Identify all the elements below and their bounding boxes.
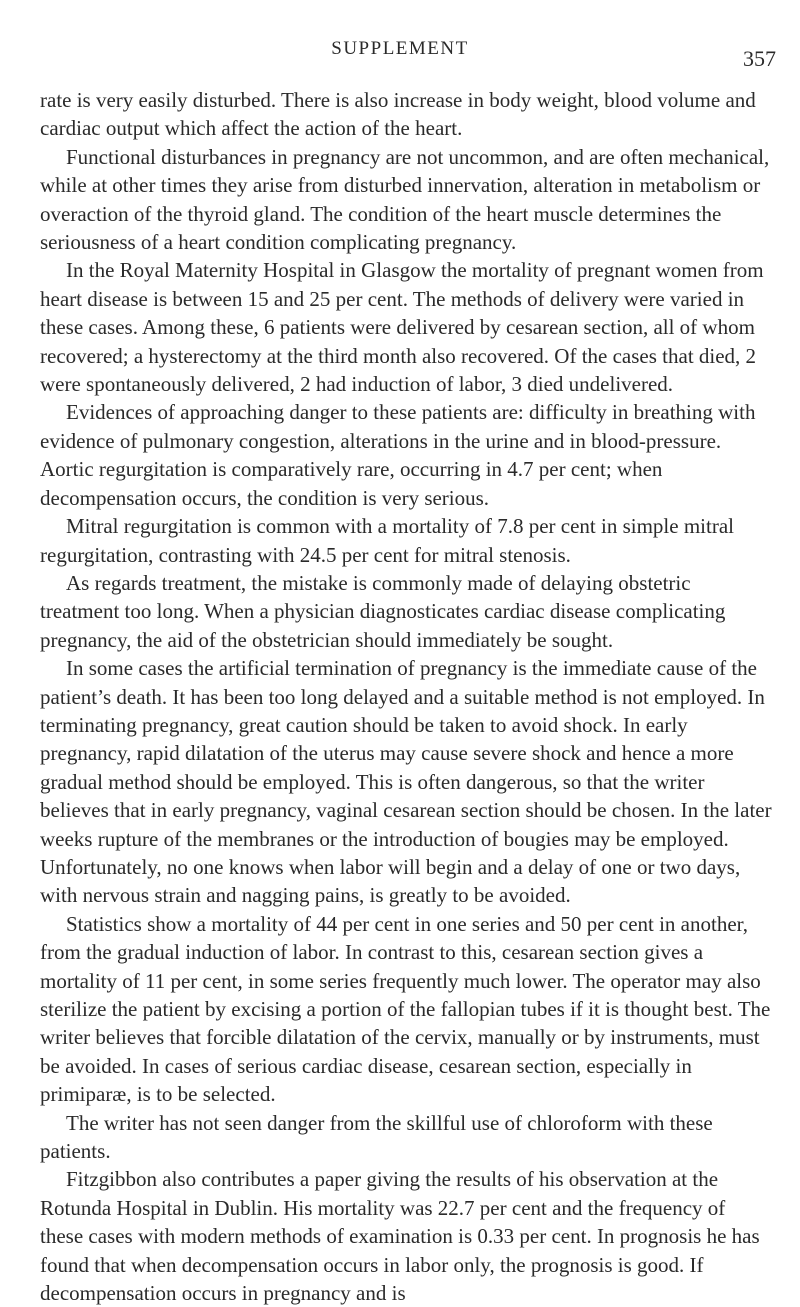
paragraph: As regards treatment, the mistake is commonly made of delaying obstetric treatment too long. When a physician diagnosticates cardiac disease complicating pregnancy, the aid of the obstetrician should immediately be sought. xyxy=(40,570,726,652)
paragraph: rate is very easily disturbed. There is also increase in body weight, blood volume and cardiac output which affect the action of the heart. xyxy=(40,88,756,141)
paragraph: In some cases the artificial termination of pregnancy is the immediate cause of the patient’s death. It has been too long delayed and a suitable method is not employed. In terminating pregnancy, great caution should be taken to avoid shock. In early pregnancy, rapid dilatation of the uterus may cause severe shock and hence a more gradual method should be employed. This is often dangerous, so that the writer believes that in early pregnancy, vaginal cesarean section should be chosen. In the later weeks rupture of the membranes or the introduction of bougies may be employed. Unfortunately, no one knows when labor will begin and a delay of one or two days, with nervous strain and nagging pains, is greatly to be avoided. xyxy=(40,656,772,908)
paragraph: Evidences of approaching danger to these patients are: difficulty in breathing with evidence of pulmonary congestion, alterations in the urine and in blood-pressure. Aortic regurgitation is comparatively rare, occurring in 4.7 per cent; when decompensation occurs, the condition is very serious. xyxy=(40,400,756,510)
paragraph: Statistics show a mortality of 44 per cent in one series and 50 per cent in another, from the gradual induction of labor. In contrast to this, cesarean section gives a mortality of 11 per cent, in some series frequently much lower. The operator may also sterilize the patient by excising a portion of the fallopian tubes if it is thought best. The writer believes that forcible dilatation of the cervix, manually or by instruments, must be avoided. In cases of serious cardiac disease, cesarean section, especially in primiparæ, is to be selected. xyxy=(40,911,771,1107)
paragraph: Fitzgibbon also contributes a paper giving the results of his observation at the Rotunda Hospital in Dublin. His mortality was 22.7 per cent and the frequency of these cases with modern methods of examination is 0.33 per cent. In prognosis he has found that when decompensation occurs in labor only, the prognosis is good. If decompensation occurs in pregnancy and is xyxy=(40,1167,760,1306)
body-text xyxy=(40,86,772,1307)
paragraph: In the Royal Maternity Hospital in Glasgow the mortality of pregnant women from heart disease is between 15 and 25 per cent. The methods of delivery were varied in these cases. Among these, 6 patients were delivered by cesarean section, all of whom recovered; a hysterectomy at the third month also recovered. Of the cases that died, 2 were spontaneously delivered, 2 had induction of labor, 3 died undelivered. xyxy=(40,258,764,397)
running-head: SUPPLEMENT xyxy=(331,38,469,59)
paragraph: Mitral regurgitation is common with a mortality of 7.8 per cent in simple mitral regurgitation, contrasting with 24.5 per cent for mitral stenosis. xyxy=(40,514,734,567)
paragraph: The writer has not seen danger from the skillful use of chloroform with these patients. xyxy=(40,1110,713,1164)
paragraph: Functional disturbances in pregnancy are not uncommon, and are often mechanical, while at other times they arise from disturbed innervation, alteration in metabolism or overaction of the thyroid gland. The condition of the heart muscle determines the seriousness of a heart condition complicating pregnancy. xyxy=(40,144,770,255)
page-number: 357 xyxy=(743,46,776,71)
